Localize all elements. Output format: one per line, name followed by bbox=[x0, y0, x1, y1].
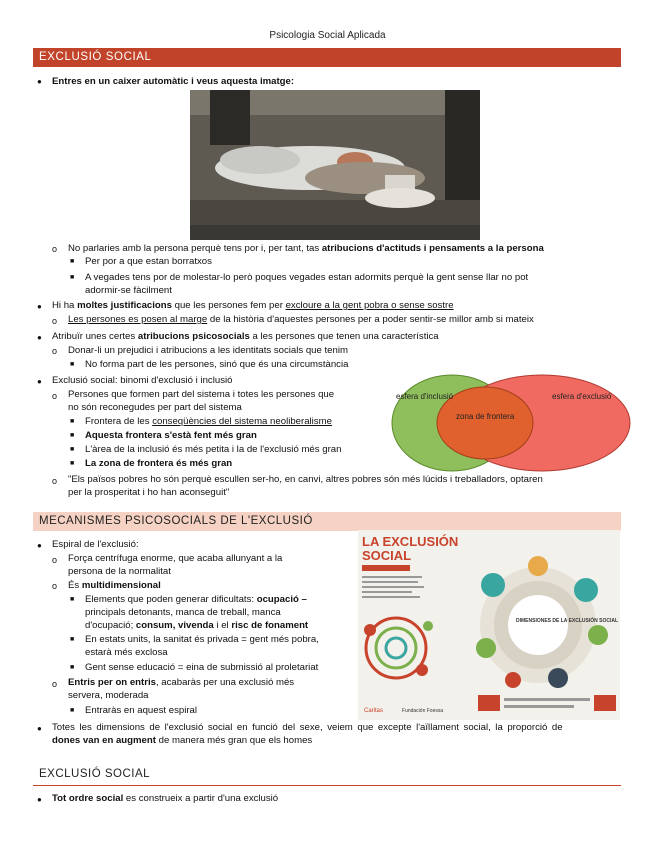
s3-line-1: Tot ordre social es construeix a partir d'una exclusió bbox=[52, 793, 279, 804]
bullet-square-icon: ■ bbox=[70, 258, 75, 265]
page-header: Psicologia Social Aplicada bbox=[269, 30, 386, 41]
s2-line-9b: dones van en augment de manera més gran que els homes bbox=[52, 735, 313, 746]
s2-line-3: És multidimensional bbox=[68, 580, 161, 591]
s1-line-13: Aquesta frontera s'està fent més gran bbox=[85, 430, 257, 441]
s1-line-12: Frontera de les conseqüències del sistema neoliberalisme bbox=[85, 416, 332, 427]
s1-line-4a: A vegades tens por de molestar-lo però poques vegades estan adormits perquè la gent sense llar no pot bbox=[85, 272, 529, 283]
bullet-circle-icon: o bbox=[52, 476, 58, 486]
bullet-square-icon: ■ bbox=[70, 446, 75, 453]
s2-line-2a: Força centrífuga enorme, que acaba allunyant a la bbox=[68, 553, 283, 564]
section-title-exclusio: EXCLUSIÓ SOCIAL bbox=[33, 48, 621, 67]
section-title-exclusio-2: EXCLUSIÓ SOCIAL bbox=[39, 768, 151, 780]
venn-label-left: esfera d'inclusió bbox=[396, 392, 454, 401]
bullet-icon: ● bbox=[37, 541, 42, 550]
s1-line-6: Les persones es posen al marge de la història d'aquestes persones per a poder sentir-se millor amb si mateix bbox=[68, 314, 534, 325]
venn-label-right: esfera d'exclusió bbox=[552, 392, 612, 401]
caritas-logo: Caritas bbox=[364, 708, 384, 714]
s1-line-5: Hi ha moltes justificacions que les persones fem per excloure a la gent pobra o sense sostre bbox=[52, 300, 454, 311]
s1-line-7: Atribuïr unes certes atribucions psicosocials a les persones que tenen una característica bbox=[52, 331, 439, 342]
bullet-square-icon: ■ bbox=[70, 636, 75, 643]
section-title-mecanismes: MECANISMES PSICOSOCIALS DE L'EXCLUSIÓ bbox=[33, 512, 621, 531]
bullet-circle-icon: o bbox=[52, 555, 58, 565]
infographic-title-1: LA EXCLUSIÓN bbox=[362, 534, 459, 549]
s2-line-7c: servera, moderada bbox=[68, 690, 149, 701]
sleeping-person-image bbox=[190, 90, 480, 240]
section-divider bbox=[33, 785, 621, 786]
s1-line-16b: per la prosperitat i ho han aconseguit" bbox=[68, 487, 230, 498]
s2-line-7a: Entris per on entris, acabaràs per una exclusió més bbox=[68, 677, 295, 688]
s1-line-11a: Persones que formen part del sistema i totes les persones que bbox=[68, 389, 335, 400]
venn-label-center: zona de frontera bbox=[456, 412, 515, 421]
s2-line-2b: persona de la normalitat bbox=[68, 566, 171, 577]
s2-line-5b: estarà més exclosa bbox=[85, 647, 168, 658]
venn-diagram bbox=[390, 372, 632, 474]
bullet-square-icon: ■ bbox=[70, 361, 75, 368]
bullet-square-icon: ■ bbox=[70, 664, 75, 671]
bullet-circle-icon: o bbox=[52, 316, 58, 326]
s2-line-4c: principals detonants, manca de treball, manca bbox=[85, 607, 281, 618]
s1-line-2: No parlaries amb la persona perquè tens por i, per tant, tas atribucions d'actituds i pensaments a la persona bbox=[68, 243, 544, 254]
s1-line-9: No forma part de les persones, sinó que és una circumstància bbox=[85, 359, 349, 370]
atm-photo bbox=[190, 90, 480, 240]
bullet-square-icon: ■ bbox=[70, 274, 75, 281]
bullet-icon: ● bbox=[37, 77, 42, 86]
bullet-circle-icon: o bbox=[52, 244, 58, 254]
infographic-title-2: SOCIAL bbox=[362, 548, 412, 563]
s2-line-5a: En estats units, la sanitat és privada = gent més pobra, bbox=[85, 634, 319, 645]
s1-line-1: Entres en un caixer automàtic i veus aquesta imatge: bbox=[52, 76, 295, 87]
s1-line-16a: "Els països pobres ho són perquè escullen ser-ho, en canvi, altres pobres són més lúcids i treballadors, optaren bbox=[68, 474, 543, 485]
bullet-square-icon: ■ bbox=[70, 596, 75, 603]
s1-line-11b: no són reconegudes per part del sistema bbox=[68, 402, 242, 413]
bullet-icon: ● bbox=[37, 724, 42, 733]
bullet-circle-icon: o bbox=[52, 679, 58, 689]
bullet-icon: ● bbox=[37, 795, 42, 804]
bullet-square-icon: ■ bbox=[70, 418, 75, 425]
s2-line-9a: Totes les dimensions de l'exclusió social en funció del sexe, veiem que excepte l'aïllament social, la proporció de bbox=[52, 722, 563, 733]
s2-line-1: Espiral de l'exclusió: bbox=[52, 539, 139, 550]
bullet-icon: ● bbox=[37, 333, 42, 342]
foessa-logo: Fundación Foessa bbox=[402, 708, 444, 714]
s2-line-6: Gent sense educació = eina de submissió al proletariat bbox=[85, 662, 319, 673]
bullet-square-icon: ■ bbox=[70, 460, 75, 467]
bullet-circle-icon: o bbox=[52, 346, 58, 356]
bullet-square-icon: ■ bbox=[70, 707, 75, 714]
bullet-icon: ● bbox=[37, 377, 42, 386]
s1-line-14: L'àrea de la inclusió és més petita i la de l'exclusió més gran bbox=[85, 444, 342, 455]
s1-line-10: Exclusió social: binomi d'exclusió i inclusió bbox=[52, 375, 233, 386]
s1-line-15: La zona de frontera és més gran bbox=[85, 458, 233, 469]
infographic-exclusion bbox=[358, 530, 620, 720]
bullet-circle-icon: o bbox=[52, 581, 58, 591]
s2-line-4a: Elements que poden generar dificultats: ocupació – bbox=[85, 594, 307, 605]
s1-line-8: Donar-li un prejudici i atribucions a les identitats socials que tenim bbox=[68, 345, 348, 356]
s2-line-8: Entraràs en aquest espiral bbox=[85, 705, 197, 716]
bullet-square-icon: ■ bbox=[70, 432, 75, 439]
s2-line-4d: d'ocupació; consum, vivenda i el risc de fonament bbox=[85, 620, 309, 631]
bullet-icon: ● bbox=[37, 302, 42, 311]
s1-line-3: Per por a que estan borratxos bbox=[85, 256, 212, 267]
bullet-circle-icon: o bbox=[52, 391, 58, 401]
s1-line-4b: adormir-se fàcilment bbox=[85, 285, 172, 296]
infographic-title-3: DIMENSIONES DE LA EXCLUSIÓN SOCIAL bbox=[516, 618, 619, 624]
